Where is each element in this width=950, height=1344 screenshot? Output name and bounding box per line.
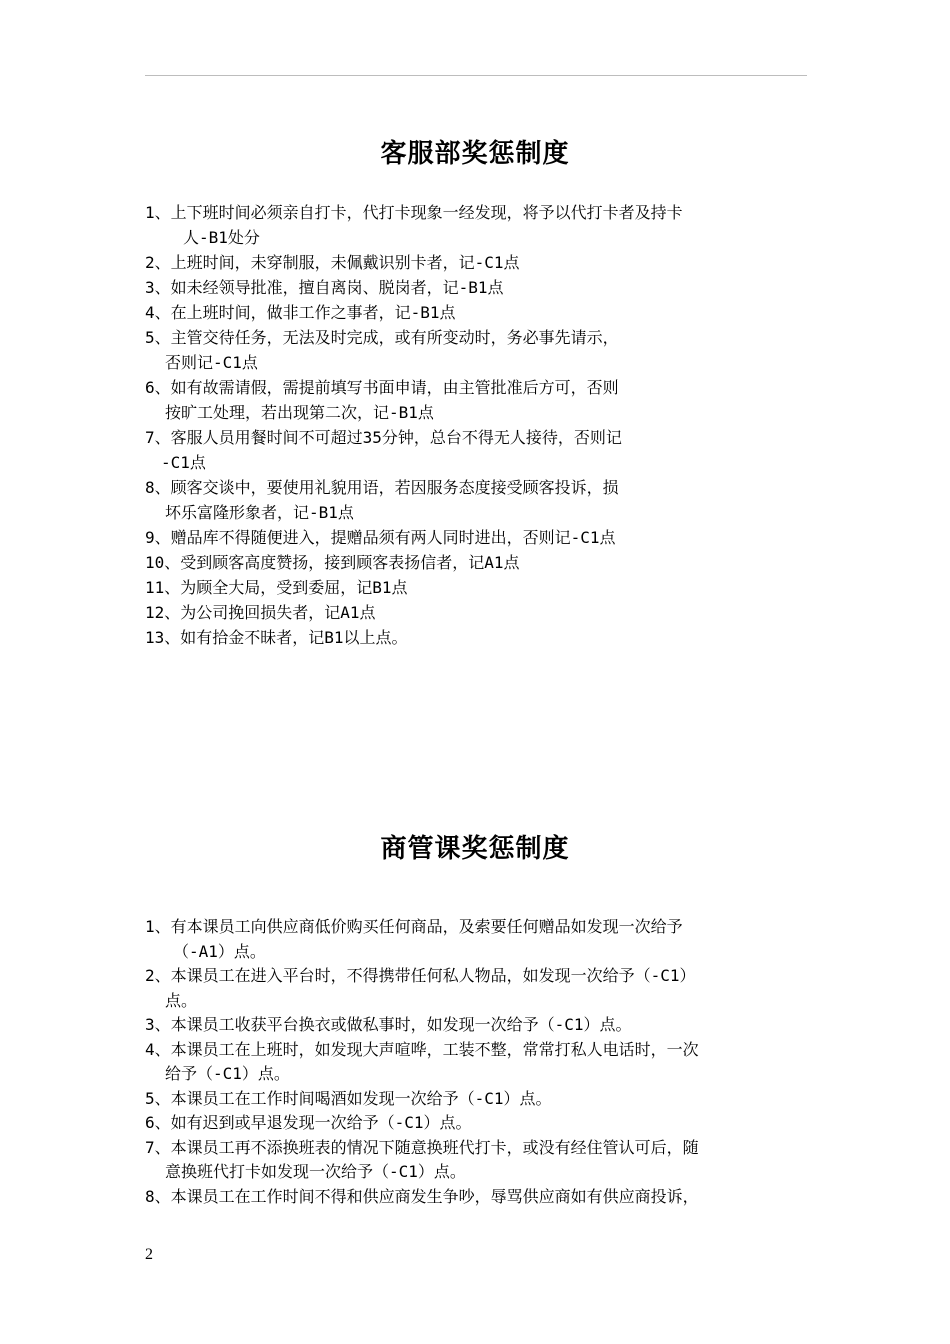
rule-text-continuation: 给予（-C1）点。 [165, 1064, 290, 1083]
rule-text: 3、本课员工收获平台换衣或做私事时，如发现一次给予（-C1）点。 [145, 1015, 632, 1034]
rule-item [145, 550, 815, 575]
rule-text: 6、如有迟到或早退发现一次给予（-C1）点。 [145, 1113, 472, 1132]
rule-text-continuation: 按旷工处理，若出现第二次，记-B1点 [165, 403, 434, 422]
rule-item [145, 625, 815, 650]
rule-item [145, 250, 815, 275]
rule-item [145, 300, 815, 325]
rule-text-continuation: 点。 [165, 990, 198, 1010]
rule-text: 8、顾客交谈中，要使用礼貌用语，若因服务态度接受顾客投诉，损 [145, 478, 619, 497]
rule-item [145, 1013, 815, 1038]
rule-text: 7、客服人员用餐时间不可超过35分钟，总台不得无人接待，否则记 [145, 428, 622, 447]
section-title-customer-service: 客服部奖惩制度 [380, 139, 570, 169]
rule-item [145, 964, 815, 1013]
rule-item [145, 325, 815, 375]
rule-item [145, 1087, 815, 1112]
rule-text: 8、本课员工在工作时间不得和供应商发生争吵，辱骂供应商如有供应商投诉， [145, 1186, 699, 1206]
section-title-merchant-management: 商管课奖惩制度 [380, 834, 570, 864]
rule-text-continuation: 人-B1处分 [183, 228, 260, 247]
rule-item [145, 600, 815, 625]
rule-text: 3、如未经领导批准，擅自离岗、脱岗者，记-B1点 [145, 278, 504, 297]
rule-item [145, 915, 815, 964]
rule-text: 2、本课员工在进入平台时，不得携带任何私人物品，如发现一次给予（-C1） [145, 966, 696, 985]
rule-item [145, 1185, 815, 1210]
rule-item [145, 575, 815, 600]
rule-item [145, 275, 815, 300]
rule-text: 11、为顾全大局，受到委屈，记B1点 [145, 578, 408, 597]
header-rule [145, 75, 807, 76]
rule-text: 1、上下班时间必须亲自打卡，代打卡现象一经发现，将予以代打卡者及持卡 [145, 203, 683, 222]
customer-service-rules-list [145, 200, 815, 650]
rule-text-continuation: （-A1）点。 [173, 941, 266, 961]
rule-text: 13、如有拾金不昧者，记B1以上点。 [145, 628, 408, 647]
rule-text-continuation: -C1点 [161, 453, 206, 472]
rule-text-continuation: 意换班代打卡如发现一次给予（-C1）点。 [165, 1162, 466, 1181]
rule-item [145, 1136, 815, 1185]
rule-text: 4、在上班时间，做非工作之事者，记-B1点 [145, 303, 456, 322]
rule-text: 4、本课员工在上班时，如发现大声喧哗，工装不整，常常打私人电话时，一次 [145, 1039, 699, 1059]
rule-text-continuation: 坏乐富隆形象者，记-B1点 [165, 503, 354, 522]
rule-text: 9、赠品库不得随便进入，提赠品须有两人同时进出，否则记-C1点 [145, 528, 616, 547]
rule-item [145, 1111, 815, 1136]
rule-text: 2、上班时间，未穿制服，未佩戴识别卡者，记-C1点 [145, 253, 520, 272]
rule-text: 5、主管交待任务，无法及时完成，或有所变动时，务必事先请示， [145, 328, 619, 347]
rule-item [145, 425, 815, 475]
rule-text-continuation: 否则记-C1点 [165, 353, 258, 372]
rule-item [145, 525, 815, 550]
rule-text: 6、如有故需请假，需提前填写书面申请，由主管批准后方可，否则 [145, 378, 619, 397]
rule-item [145, 475, 815, 525]
rule-item [145, 375, 815, 425]
rule-text: 7、本课员工再不添换班表的情况下随意换班代打卡，或没有经住管认可后，随 [145, 1137, 699, 1157]
rule-item [145, 200, 815, 250]
rule-item [145, 1038, 815, 1087]
rule-text: 5、本课员工在工作时间喝酒如发现一次给予（-C1）点。 [145, 1088, 552, 1108]
merchant-management-rules-list [145, 915, 815, 1209]
page-number: 2 [145, 1246, 153, 1263]
rule-text: 10、受到顾客高度赞扬，接到顾客表扬信者，记A1点 [145, 553, 520, 572]
rule-text: 12、为公司挽回损失者，记A1点 [145, 603, 376, 622]
rule-text: 1、有本课员工向供应商低价购买任何商品，及索要任何赠品如发现一次给予 [145, 917, 683, 936]
